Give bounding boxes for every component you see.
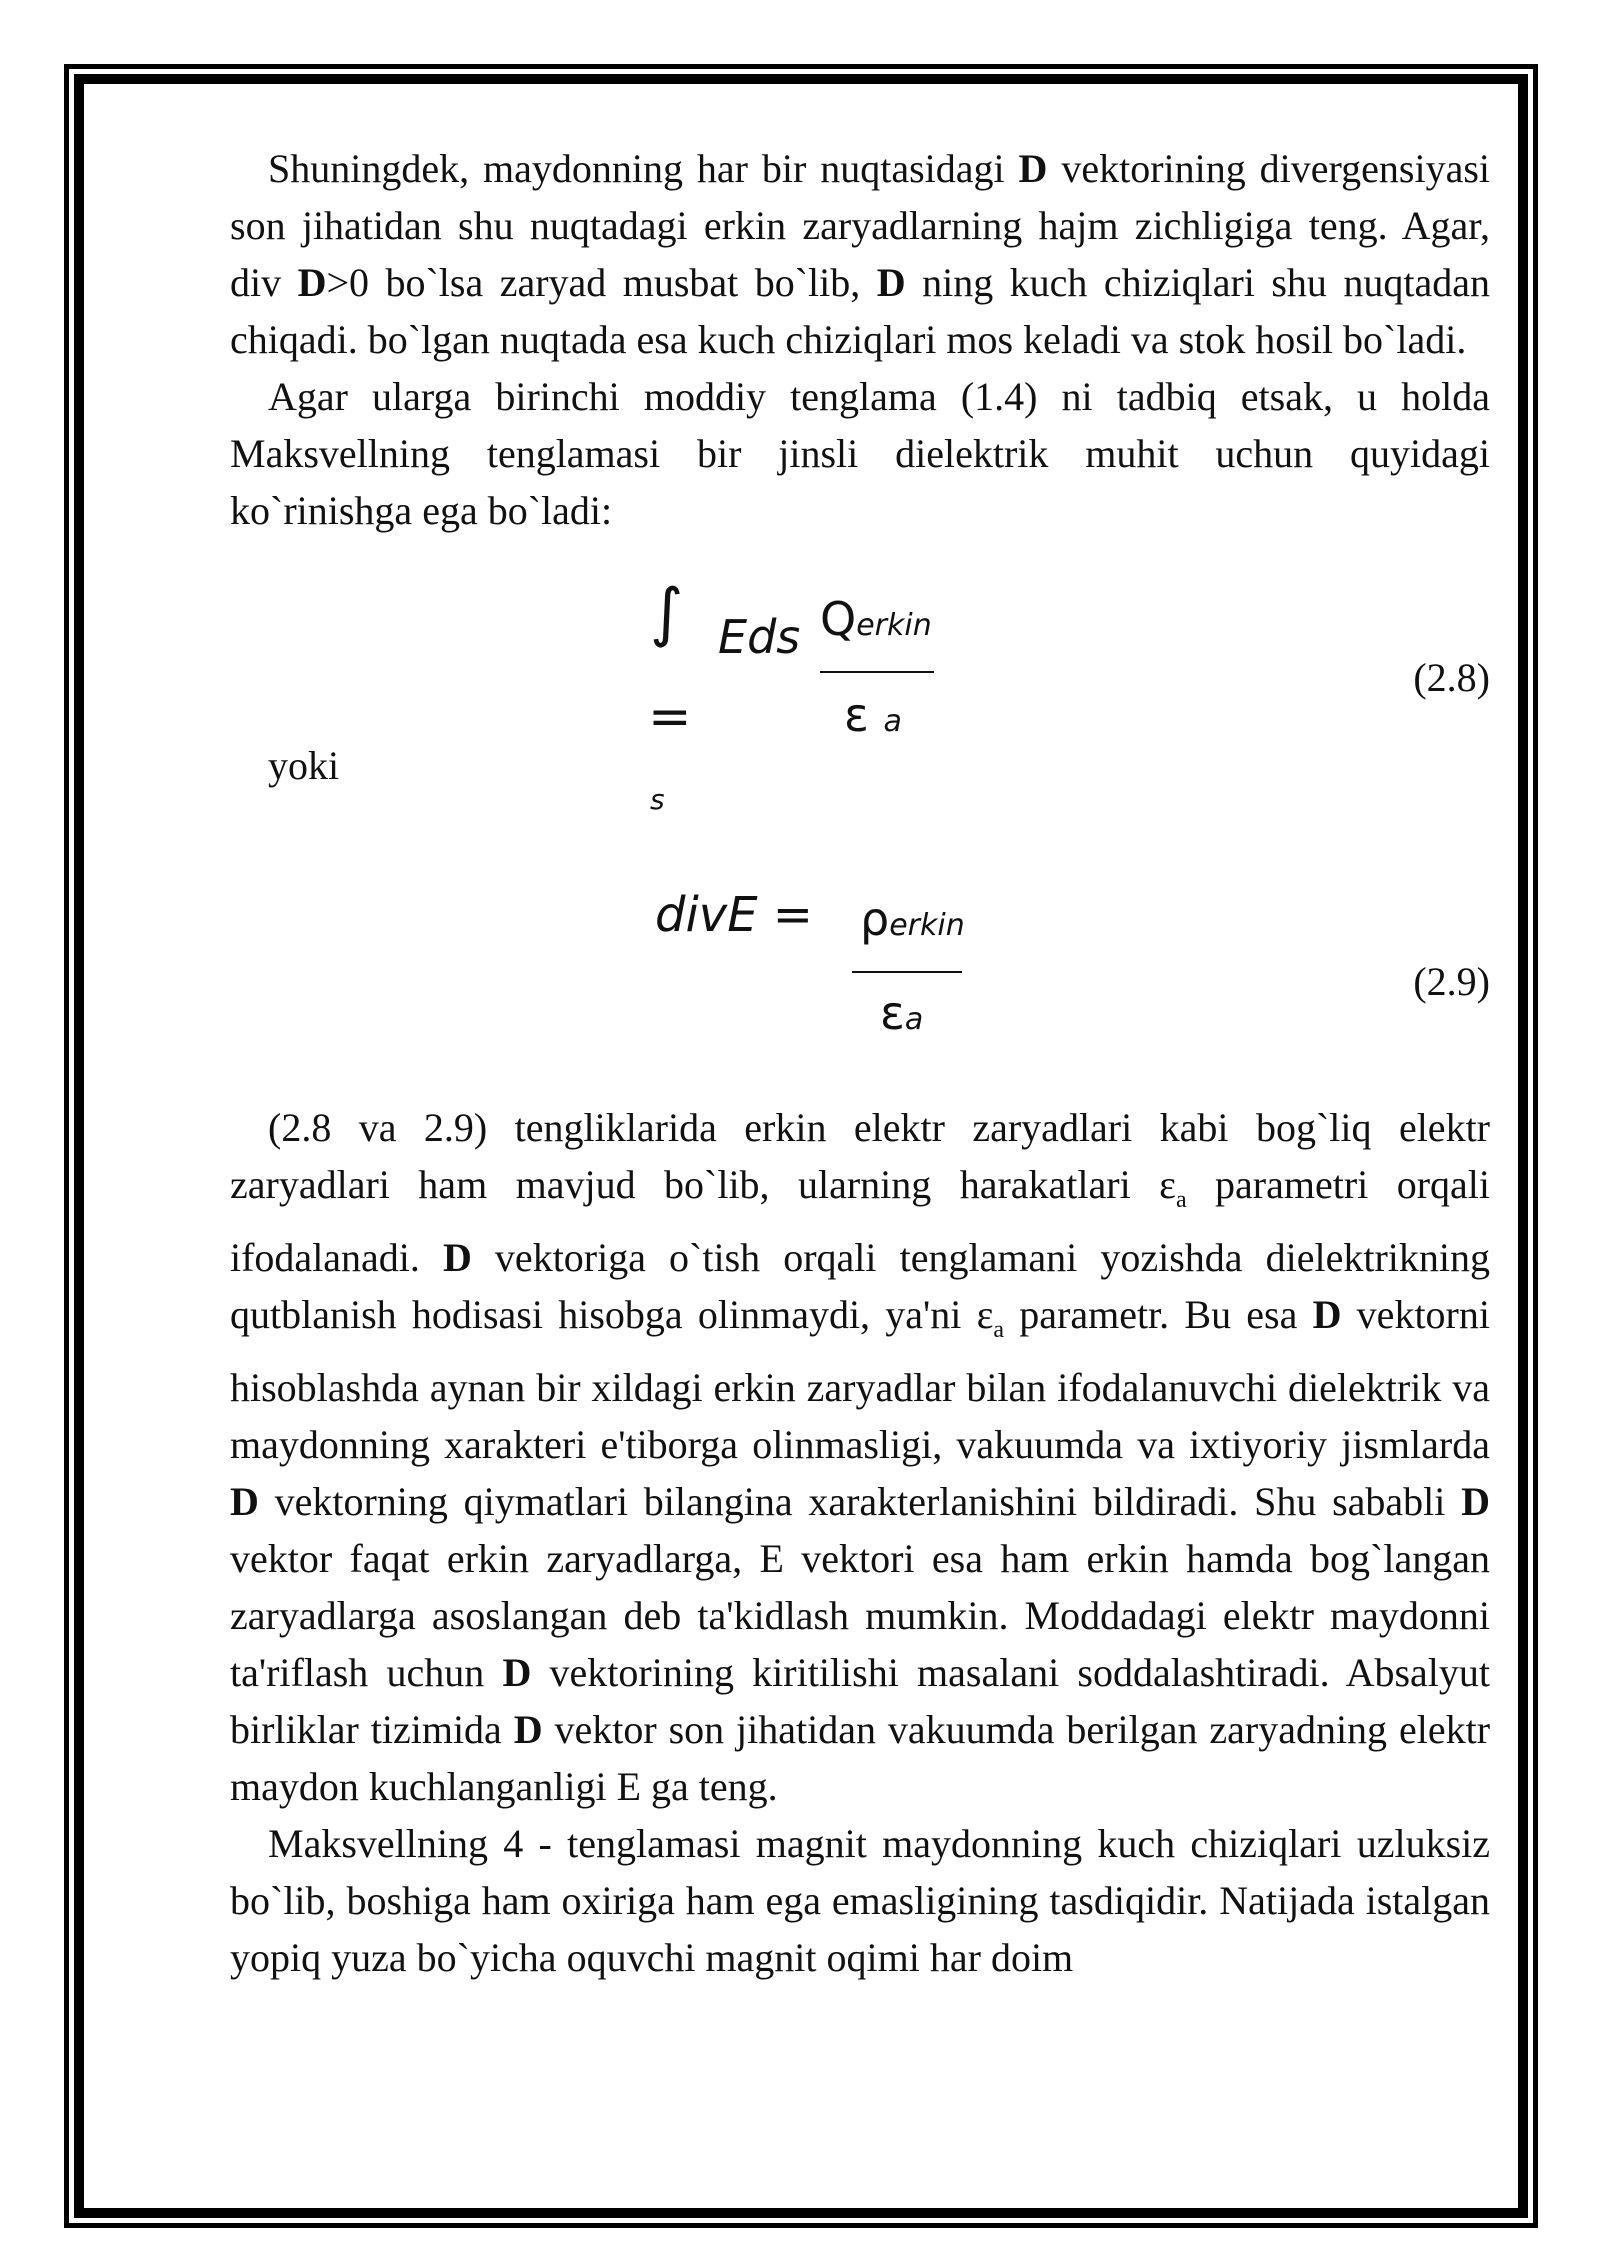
p3-text-h: vektorining kiritilishi masalani soddalashtiradi. Absalyut birliklar tizimida bbox=[230, 1650, 1491, 1752]
p3-text-a: (2.8 va 2.9) tengliklarida erkin elektr zaryadlari kabi bog`liq elektr zaryadlari ham mavjud bo`lib, ularning harakatlari ε bbox=[230, 1105, 1490, 1207]
formula1-fraction-bar bbox=[820, 671, 934, 673]
formula2-denominator bbox=[880, 985, 923, 1048]
formula2-numerator-sub: erkin bbox=[889, 908, 965, 943]
formula2-numerator bbox=[860, 891, 965, 954]
p3-text-b: parametri orqali ifodalanadi. bbox=[230, 1162, 1490, 1280]
formula1-lower-limit: s bbox=[650, 783, 665, 816]
p1-text-a: Shuningdek, maydonning har bir nuqtasidagi bbox=[268, 146, 1019, 191]
p1-bold-b: D bbox=[297, 260, 327, 305]
p3-bold-a: D bbox=[442, 1235, 472, 1280]
formula1-denominator-sub: a bbox=[883, 704, 902, 739]
formula1-denominator bbox=[844, 687, 902, 750]
paragraph-4: Maksvellning 4 - tenglamasi magnit maydonning kuch chiziqlari uzluksiz bo`lib, boshiga ham oxiriga ham ega emasligining tasdiqidir. Natijada istalgan yopiq yuza bo`yicha oquvchi magnit oqimi har doim bbox=[230, 1821, 1490, 1980]
formula2-denominator-sub: a bbox=[904, 1002, 924, 1037]
p1-text-d: ning kuch chiziqlari shu nuqtadan chiqadi. bo`lgan nuqtada esa kuch chiziqlari mos keladi va stok hosil bo`ladi. bbox=[230, 260, 1490, 362]
p3-text-d: parametr. Bu esa bbox=[1004, 1292, 1313, 1337]
paragraph-2: Agar ularga birinchi moddiy tenglama (1.4) ni tadbiq etsak, u holda Maksvellning tenglamasi bir jinsli dielektrik muhit uchun quyidagi ko`rinishga ega bo`ladi: bbox=[230, 374, 1490, 533]
formula2-lhs: divE = bbox=[655, 887, 814, 943]
integral-sign: ∫ bbox=[650, 576, 684, 650]
equation-number-2-9: (2.9) bbox=[1413, 959, 1490, 1004]
p3-bold-c: D bbox=[230, 1479, 259, 1524]
p3-text-g: vektor faqat erkin zaryadlarga, E vektori esa ham erkin hamda bog`langan zaryadlarga asoslangan deb ta'kidlash mumkin. Moddadagi elektr maydonni ta'riflash uchun bbox=[230, 1536, 1490, 1695]
p3-bold-f: D bbox=[513, 1707, 543, 1752]
formula1-numerator-symbol: Q bbox=[820, 592, 857, 646]
paragraph-3 bbox=[230, 1099, 1490, 1815]
connector-yoki: yoki bbox=[268, 743, 340, 788]
p3-sub-b: a bbox=[993, 1317, 1005, 1343]
p1-text-b: vektorining divergensiyasi son jihatidan shu nuqtadagi erkin zaryadlarning hajm zichligiga teng. Agar, div bbox=[230, 146, 1490, 305]
formula1-equals: = bbox=[648, 687, 692, 747]
formula1-numerator-sub: erkin bbox=[856, 608, 932, 643]
p3-sub-a: a bbox=[1175, 1187, 1187, 1213]
p1-text-c: >0 bo`lsa zaryad musbat bo`lib, bbox=[326, 260, 877, 305]
formula1-numerator bbox=[820, 591, 932, 654]
formula-block bbox=[230, 539, 1490, 1099]
document-page bbox=[230, 140, 1490, 1986]
formula1-integrand: Eds bbox=[718, 610, 801, 664]
paragraph-1 bbox=[230, 140, 1490, 368]
formula1-denominator-symbol: ε bbox=[844, 688, 869, 742]
p3-bold-b: D bbox=[1312, 1292, 1342, 1337]
p3-text-c: vektoriga o`tish orqali tenglamani yozishda dielektrikning qutblanish hodisasi hisobga olinmaydi, ya'ni ε bbox=[230, 1235, 1491, 1337]
p3-bold-d: D bbox=[1461, 1479, 1490, 1524]
p1-bold-a: D bbox=[1018, 146, 1048, 191]
formula2-denominator-symbol: ε bbox=[880, 986, 905, 1040]
p3-text-f: vektorning qiymatlari bilangina xarakterlanishini bildiradi. Shu sababli bbox=[258, 1479, 1462, 1524]
p3-text-e: vektorni hisoblashda aynan bir xildagi erkin zaryadlar bilan ifodalanuvchi dielektrik va maydonning xarakteri e'tiborga olinmasligi, vakuumda va ixtiyoriy jismlarda bbox=[230, 1292, 1490, 1467]
formula2-numerator-symbol: ρ bbox=[860, 892, 890, 946]
equation-number-2-8: (2.8) bbox=[1413, 655, 1490, 700]
p3-bold-e: D bbox=[502, 1650, 532, 1695]
formula2-fraction-bar bbox=[852, 971, 962, 973]
p3-text-i: vektor son jihatidan vakuumda berilgan zaryadning elektr maydon kuchlanganligi E ga teng. bbox=[230, 1707, 1491, 1809]
p1-bold-c: D bbox=[876, 260, 906, 305]
